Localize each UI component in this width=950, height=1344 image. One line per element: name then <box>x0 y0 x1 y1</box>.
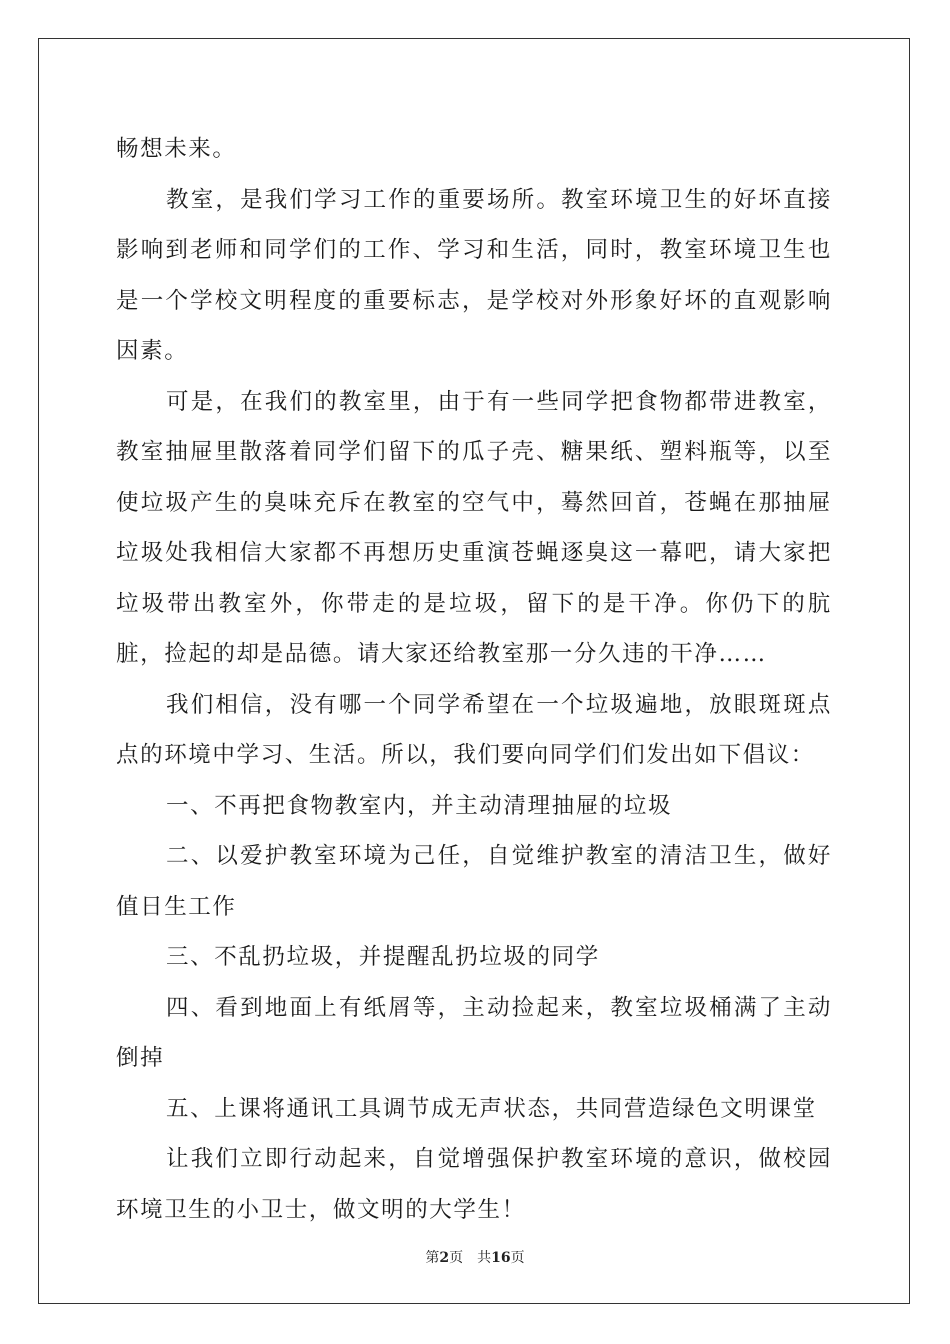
total-prefix: 共 <box>477 1250 492 1266</box>
paragraph-closing-call: 让我们立即行动起来，自觉增强保护教室环境的意识，做校园环境卫生的小卫士，做文明的大学生！ <box>116 1146 832 1223</box>
page-prefix: 第 <box>425 1250 440 1266</box>
paragraph-classroom-problem: 可是，在我们的教室里，由于有一些同学把食物都带进教室，教室抽屉里散落着同学们留下的瓜子壳、糖果纸、塑料瓶等，以至使垃圾产生的臭味充斥在教室的空气中，蓦然回首，苍蝇在那抽屉垃圾处我相信大家都不再想历史重演苍蝇逐臭这一幕吧，请大家把垃圾带出教室外，你带走的是垃圾，留下的是干净。你仍下的肮脏，捡起的却是品德。请大家还给教室那一分久违的干净…… <box>116 388 832 667</box>
page-footer <box>0 1248 950 1268</box>
page-suffix: 页 <box>449 1250 464 1266</box>
proposal-item-2: 二、以爱护教室环境为己任，自觉维护教室的清洁卫生，做好值日生工作 <box>116 843 832 920</box>
proposal-item-1: 一、不再把食物教室内，并主动清理抽屉的垃圾 <box>166 792 673 819</box>
total-suffix: 页 <box>510 1250 525 1266</box>
proposal-item-5: 五、上课将通讯工具调节成无声状态，共同营造绿色文明课堂 <box>166 1095 817 1122</box>
document-body <box>116 124 832 1235</box>
proposal-item-3: 三、不乱扔垃圾，并提醒乱扔垃圾的同学 <box>166 944 600 970</box>
page-number: 2 <box>439 1250 450 1266</box>
proposal-item-4: 四、看到地面上有纸屑等，主动捡起来，教室垃圾桶满了主动倒掉 <box>116 994 832 1071</box>
paragraph-continuation: 畅想未来。 <box>116 136 237 162</box>
paragraph-proposal-intro: 我们相信，没有哪一个同学希望在一个垃圾遍地，放眼斑斑点点的环境中学习、生活。所以，我们要向同学们们发出如下倡议： <box>116 691 832 768</box>
paragraph-classroom-importance: 教室，是我们学习工作的重要场所。教室环境卫生的好坏直接影响到老师和同学们的工作、学习和生活，同时，教室环境卫生也是一个学校文明程度的重要标志，是学校对外形象好坏的直观影响因素。 <box>116 186 832 364</box>
total-pages: 16 <box>491 1250 511 1266</box>
